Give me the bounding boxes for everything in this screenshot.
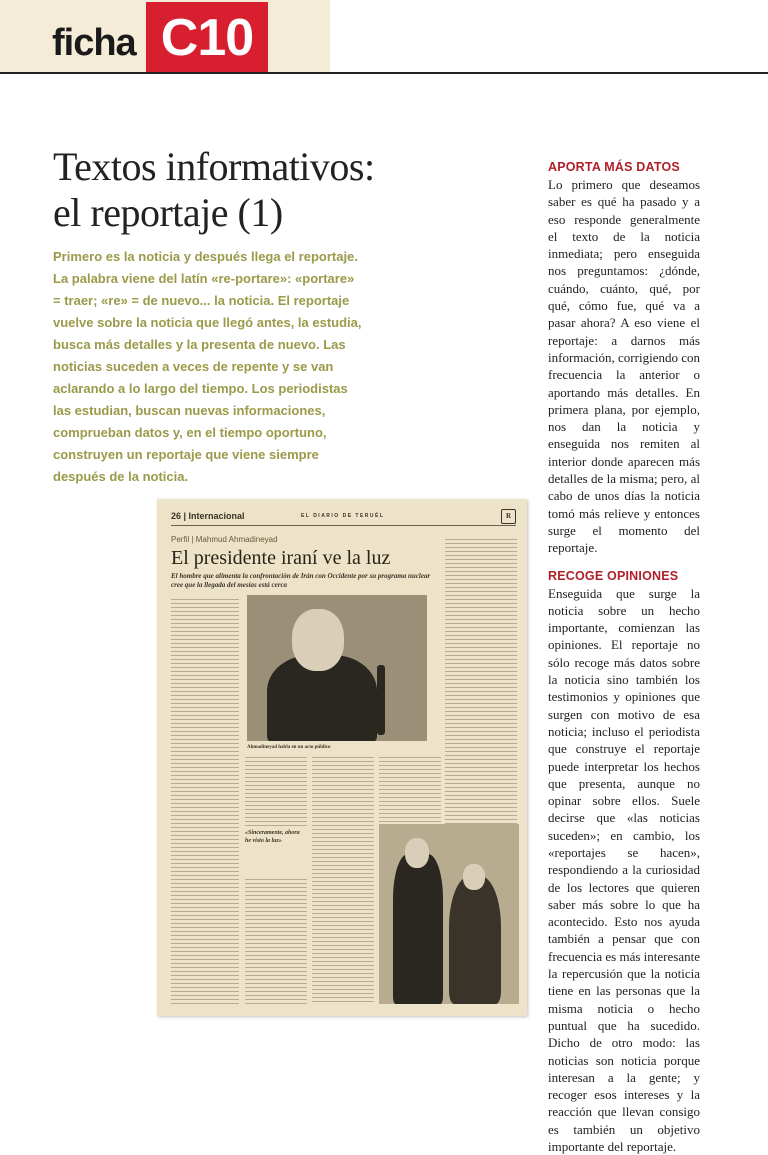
photo-microphone bbox=[377, 665, 385, 735]
photo-second-face bbox=[463, 864, 485, 890]
aside-text-2: Enseguida que surge la noticia sobre un hecho importante, comienzan las opiniones. El reportaje no sólo recoge más datos sobre la noticia sino también los testimonios y opiniones que surgen con motivo de esa noticia; incluso el periodista que construye el reportaje puede interpretar los hechos que presenta, aunque no opinar sobre ellos. Suele decirse que «las noticias suceden»; en cambio, los «reportajes se hacen», respondiendo a la curiosidad de los lectores que quieren saber más sobre lo que ha acontecido. Esto nos ayuda también a pensar que con frecuencia es más interesante la repercusión que la noticia tiene en las personas que la misma noticia o hecho puntual que ha sucedido. Dicho de otro modo: las noticias son noticia porque interesan a la gente; y recoger esos intereses y la reacción que llevan consigo es también un objetivo importante del reportaje. bbox=[548, 585, 700, 1155]
clip-pull-quote: «Sinceramente, ahora he visto la luz» bbox=[245, 830, 300, 844]
photo-figure-face bbox=[292, 609, 344, 671]
clip-text-column-mid-1 bbox=[245, 757, 307, 827]
photo-cleric-figure bbox=[393, 854, 443, 1004]
photo-second-figure bbox=[449, 876, 501, 1004]
page-title bbox=[53, 144, 473, 236]
clip-text-column-mid-2 bbox=[312, 757, 374, 1004]
clip-headline: El presidente iraní ve la luz bbox=[171, 547, 391, 569]
header-ficha-word: ficha bbox=[52, 22, 136, 64]
intro-paragraph: Primero es la noticia y después llega el reportaje. La palabra viene del latín «re-portare»: «portare» = traer; «re» = de nuevo... la noticia. El reportaje vuelve sobre la noticia que llegó antes, la estudia, busca más detalles y la presenta de nuevo. Las noticias suceden a veces de repente y se van aclarando a lo largo del tiempo. Los periodistas las estudian, buscan nuevas informaciones, comprueban datos y, en el tiempo oportuno, construyen un reportaje que viene siempre después de la noticia. bbox=[53, 249, 362, 484]
clip-photo-top bbox=[247, 595, 427, 741]
header-rule bbox=[0, 72, 768, 74]
aside-heading-1: APORTA MÁS DATOS bbox=[548, 160, 680, 174]
clip-text-column-left bbox=[171, 599, 239, 1004]
clip-deck: El hombre que alimenta la confrontación de Irán con Occidente por su programa nuclear cree que la llegada del mesías está cerca bbox=[171, 572, 431, 589]
clip-photo-bottom bbox=[379, 824, 519, 1004]
clip-photo-caption: Ahmadineyad habla en un acto público bbox=[247, 745, 331, 750]
aside-heading-2: RECOGE OPINIONES bbox=[548, 568, 679, 583]
clip-topbar bbox=[171, 509, 516, 526]
title-line-1: Textos informativos: bbox=[53, 144, 375, 189]
header-badge: C10 bbox=[146, 2, 268, 72]
clip-page-number: 26 | Internacional bbox=[171, 511, 245, 521]
clip-kicker: Perfil | Mahmud Ahmadineyad bbox=[171, 535, 278, 544]
title-line-2: el reportaje (1) bbox=[53, 190, 283, 235]
clip-paper-name: EL DIARIO DE TERUÉL bbox=[301, 513, 385, 519]
clip-text-column-right bbox=[445, 539, 517, 824]
aside-text-1: Lo primero que deseamos saber es qué ha pasado y a eso responde generalmente el texto de la noticia inmediata; pero enseguida nos preguntamos: ¿dónde, cuándo, cuánto, qué, por qué, cómo fue, qué va a pasar ahora? A eso viene el reportaje: a darnos más información, corrigiendo con frecuencia la anterior o aportando más detalles. En primera plana, por ejemplo, nos dan la noticia y enseguida nos remiten al interior donde aparecen más detalles de la misma; pero, al cabo de unos días la noticia tomó más relieve y entonces surge el momento del reportaje. bbox=[548, 177, 700, 556]
aside-column bbox=[548, 160, 700, 1155]
clip-logo-icon: R bbox=[501, 509, 516, 524]
newspaper-clipping bbox=[157, 499, 527, 1016]
clip-text-column-mid-1b bbox=[245, 879, 307, 1004]
photo-cleric-face bbox=[405, 838, 429, 868]
